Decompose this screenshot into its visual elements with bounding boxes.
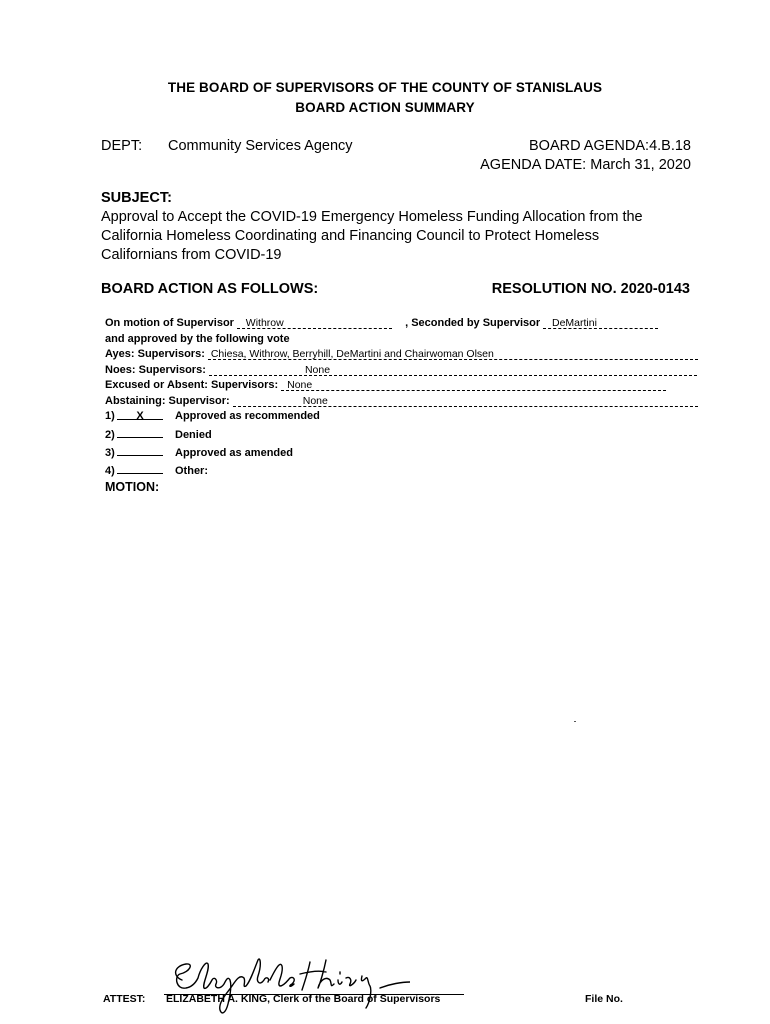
ayes-field — [208, 347, 698, 360]
approved-text: and approved by the following vote — [105, 332, 290, 345]
resolution-number: RESOLUTION NO. 2020-0143 — [491, 281, 690, 297]
header-title: THE BOARD OF SUPERVISORS OF THE COUNTY OF STANISLAUS — [167, 80, 603, 95]
header-subtitle: BOARD ACTION SUMMARY — [295, 100, 475, 115]
option-text: Approved as recommended — [175, 410, 320, 422]
action-options — [105, 407, 320, 479]
option-mark — [117, 461, 163, 474]
seconded-field — [543, 316, 658, 329]
subject-text — [101, 208, 681, 265]
excused-field — [281, 378, 666, 391]
option-number: 4) — [105, 465, 115, 477]
abstaining-field — [233, 394, 698, 407]
option-row — [105, 407, 320, 425]
vote-section — [105, 316, 710, 409]
dept-label: DEPT: — [101, 138, 143, 154]
scan-speck — [574, 721, 576, 722]
document-header — [0, 78, 770, 118]
excused-value: None — [287, 379, 313, 391]
board-agenda: BOARD AGENDA:4.B.18 — [529, 138, 691, 154]
motion-label: On motion of Supervisor — [105, 317, 234, 329]
abstaining-value: None — [302, 394, 328, 407]
option-text: Denied — [175, 429, 212, 441]
option-text: Other: — [175, 465, 208, 477]
option-number: 3) — [105, 447, 115, 459]
abstaining-label: Abstaining: Supervisor: — [105, 394, 230, 407]
subject-line: Californians from COVID-19 — [101, 247, 282, 263]
option-text: Approved as amended — [175, 447, 293, 459]
noes-value: None — [304, 363, 331, 376]
ayes-value: Chiesa, Withrow, Berryhill, DeMartini and Chairwoman Olsen — [210, 348, 494, 360]
noes-field — [209, 363, 697, 376]
option-mark: X — [117, 407, 163, 420]
ayes-label: Ayes: Supervisors: — [105, 348, 205, 360]
seconded-label: , Seconded by Supervisor — [405, 317, 541, 329]
dept-value: Community Services Agency — [168, 138, 353, 154]
excused-line — [105, 378, 710, 394]
option-row — [105, 461, 320, 479]
clerk-name: ELIZABETH A. KING, Clerk of the Board of Supervisors — [166, 993, 441, 1005]
option-row — [105, 443, 320, 461]
file-number-label: File No. — [585, 993, 623, 1005]
noes-line — [105, 363, 710, 379]
option-number: 1) — [105, 410, 115, 422]
option-mark — [117, 425, 163, 438]
agenda-block — [480, 137, 691, 175]
option-mark — [117, 443, 163, 456]
signature-image — [170, 950, 410, 1024]
approved-line — [105, 332, 710, 348]
motion-line — [105, 316, 710, 332]
motion-field — [237, 316, 392, 329]
option-row — [105, 425, 320, 443]
excused-label: Excused or Absent: Supervisors: — [105, 379, 279, 391]
option-number: 2) — [105, 429, 115, 441]
agenda-date: AGENDA DATE: March 31, 2020 — [480, 157, 691, 173]
ayes-line — [105, 347, 710, 363]
attest-label: ATTEST: — [103, 993, 146, 1005]
seconded-value: DeMartini — [552, 317, 597, 329]
subject-line: California Homeless Coordinating and Financing Council to Protect Homeless — [101, 228, 600, 244]
noes-label: Noes: Supervisors: — [105, 363, 206, 376]
motion-label: MOTION: — [105, 480, 160, 494]
motion-value: Withrow — [245, 317, 284, 329]
subject-line: Approval to Accept the COVID-19 Emergency Homeless Funding Allocation from the — [101, 209, 643, 225]
subject-label: SUBJECT: — [101, 190, 172, 206]
board-action-label: BOARD ACTION AS FOLLOWS: — [101, 281, 319, 297]
